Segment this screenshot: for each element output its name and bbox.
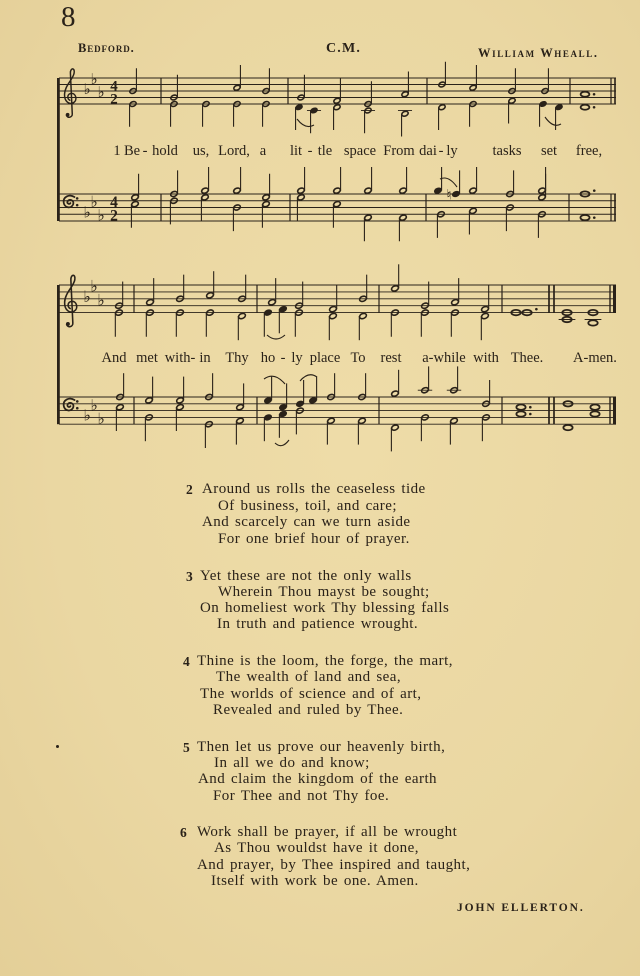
note bbox=[481, 312, 489, 340]
note bbox=[145, 377, 153, 404]
time-signature-top: 4 bbox=[110, 78, 118, 95]
note bbox=[421, 282, 429, 310]
double-barline bbox=[553, 285, 555, 313]
music-system-2 bbox=[57, 264, 617, 451]
note bbox=[294, 103, 304, 130]
note bbox=[538, 100, 548, 127]
double-barline bbox=[610, 194, 611, 221]
verse-line: Then let us prove our heavenly birth, bbox=[197, 739, 446, 755]
note bbox=[238, 312, 246, 340]
lyric-syllable: lit bbox=[289, 143, 303, 159]
time-signature-bottom: 2 bbox=[110, 207, 118, 225]
double-barline bbox=[610, 78, 611, 104]
double-barline bbox=[548, 397, 550, 424]
bass-clef-icon bbox=[64, 196, 79, 208]
note bbox=[364, 81, 372, 107]
double-barline bbox=[609, 285, 610, 313]
note bbox=[469, 167, 477, 194]
verse-line: The wealth of land and sea, bbox=[216, 669, 402, 685]
note bbox=[580, 215, 595, 220]
slur bbox=[440, 178, 457, 187]
note bbox=[263, 413, 273, 441]
slur bbox=[264, 376, 285, 384]
note bbox=[538, 167, 546, 194]
verse-line: Thine is the loom, the forge, the mart, bbox=[197, 653, 453, 669]
note bbox=[233, 101, 241, 127]
verse-line: Yet these are not the only walls bbox=[200, 568, 412, 584]
treble-clef-icon bbox=[65, 69, 76, 117]
lyrics-line-2 bbox=[102, 350, 617, 366]
lyric-syllable: ly bbox=[446, 143, 458, 159]
note bbox=[554, 103, 564, 130]
note bbox=[541, 68, 549, 94]
double-barline bbox=[548, 285, 550, 313]
lyric-syllable: space bbox=[343, 143, 377, 159]
verse-line: In all we do and know; bbox=[214, 755, 370, 771]
verse-line: The worlds of science and of art, bbox=[200, 686, 422, 702]
lyric-syllable: Be bbox=[123, 143, 141, 159]
note bbox=[170, 101, 178, 127]
note bbox=[398, 110, 412, 136]
treble-clef-icon bbox=[65, 275, 77, 326]
lyric-syllable: in bbox=[199, 350, 211, 366]
note bbox=[516, 405, 531, 410]
note bbox=[516, 411, 531, 416]
natural-sign-icon: ♮ bbox=[446, 187, 452, 204]
note bbox=[262, 68, 270, 94]
note bbox=[590, 411, 599, 416]
lyric-syllable: - bbox=[438, 143, 444, 159]
lyric-syllable: Thy bbox=[225, 350, 249, 366]
double-barline bbox=[553, 397, 555, 424]
note bbox=[262, 101, 270, 127]
verse-line: Around us rolls the ceaseless tide bbox=[202, 481, 426, 497]
verse-line: In truth and patience wrought. bbox=[217, 616, 419, 632]
verse-number: 4 bbox=[183, 654, 190, 669]
note bbox=[263, 308, 273, 337]
note bbox=[450, 417, 458, 444]
note bbox=[469, 101, 477, 127]
scan-speck bbox=[56, 745, 59, 748]
note bbox=[391, 264, 399, 292]
lyrics-line-1 bbox=[113, 143, 602, 159]
lyric-syllable: To bbox=[350, 350, 366, 366]
lyric-syllable: - bbox=[280, 350, 286, 366]
double-barline bbox=[613, 285, 616, 313]
note bbox=[333, 167, 341, 194]
note bbox=[358, 417, 366, 444]
slur bbox=[275, 440, 289, 446]
verse-line: Revealed and ruled by Thee. bbox=[213, 702, 404, 718]
verse-line: On homeliest work Thy blessing falls bbox=[200, 600, 450, 616]
slur bbox=[545, 117, 561, 125]
verse-line: Work shall be prayer, if all be wrought bbox=[197, 824, 458, 840]
note bbox=[278, 410, 288, 438]
flat-icon: ♭ bbox=[97, 408, 105, 428]
note bbox=[327, 417, 335, 444]
verse-number: 3 bbox=[186, 569, 193, 584]
note bbox=[233, 167, 241, 194]
verse-line: And prayer, by Thee inspired and taught, bbox=[197, 857, 471, 873]
lyric-syllable: From bbox=[383, 143, 415, 159]
note bbox=[176, 377, 184, 404]
note bbox=[327, 373, 335, 400]
verse-line: For one brief hour of prayer. bbox=[218, 531, 410, 547]
note bbox=[506, 170, 514, 197]
verse-line: And claim the kingdom of the earth bbox=[198, 771, 438, 787]
flat-icon: ♭ bbox=[90, 70, 98, 89]
note bbox=[359, 312, 367, 340]
lyric-syllable: 1 bbox=[113, 143, 121, 159]
lyric-syllable: a bbox=[259, 143, 267, 159]
slur bbox=[300, 375, 317, 381]
note bbox=[131, 174, 139, 201]
note bbox=[206, 309, 214, 337]
verse-number: 6 bbox=[180, 825, 187, 840]
note bbox=[451, 170, 461, 198]
lyric-syllable: place bbox=[309, 350, 341, 366]
note bbox=[508, 97, 516, 123]
note bbox=[205, 421, 213, 448]
bass-staff bbox=[59, 366, 616, 451]
note bbox=[263, 377, 273, 405]
note bbox=[364, 167, 372, 194]
lyric-syllable: Lord, bbox=[218, 143, 250, 159]
bass-staff bbox=[59, 167, 616, 241]
note bbox=[451, 309, 459, 337]
lyric-syllable: Thee. bbox=[510, 350, 544, 366]
flat-icon: ♭ bbox=[90, 193, 98, 212]
treble-staff bbox=[59, 264, 616, 340]
music-score bbox=[0, 0, 640, 470]
note bbox=[201, 167, 209, 194]
lyric-syllable: met bbox=[136, 350, 158, 366]
note bbox=[176, 309, 184, 337]
note bbox=[585, 320, 602, 326]
verse-number: 2 bbox=[186, 482, 193, 497]
lyric-syllable: tasks bbox=[492, 143, 522, 159]
note bbox=[295, 309, 303, 337]
note bbox=[421, 309, 429, 337]
note bbox=[297, 167, 305, 194]
note bbox=[522, 308, 537, 315]
double-barline bbox=[614, 194, 616, 221]
double-barline bbox=[609, 397, 610, 424]
note bbox=[176, 275, 184, 303]
note bbox=[391, 424, 399, 451]
note bbox=[399, 214, 407, 241]
lyric-syllable: - bbox=[307, 143, 313, 159]
lyric-syllable: And bbox=[101, 350, 127, 366]
verse-line: Of business, toil, and care; bbox=[218, 498, 397, 514]
verse-line: Itself with work be one. Amen. bbox=[211, 873, 419, 889]
note bbox=[116, 373, 124, 400]
tune-name: Bedford. bbox=[78, 41, 135, 55]
note bbox=[482, 380, 490, 407]
lyric-syllable: free, bbox=[575, 143, 603, 159]
note bbox=[297, 75, 305, 101]
music-system-1 bbox=[57, 62, 616, 242]
note bbox=[482, 414, 490, 441]
note bbox=[508, 68, 516, 94]
lyric-syllable: dai bbox=[419, 143, 437, 159]
note bbox=[580, 189, 595, 196]
verse-line: Wherein Thou mayst be sought; bbox=[218, 584, 430, 600]
note bbox=[278, 383, 288, 411]
note bbox=[438, 104, 446, 130]
lyric-syllable: rest bbox=[380, 350, 402, 366]
note bbox=[146, 309, 154, 337]
lyric-syllable: with- bbox=[164, 350, 196, 366]
note bbox=[295, 380, 305, 408]
time-signature-top: 4 bbox=[110, 194, 118, 211]
lyric-syllable: us, bbox=[192, 143, 210, 159]
lyric-syllable: hold bbox=[152, 143, 178, 159]
treble-staff bbox=[59, 62, 616, 137]
slur bbox=[267, 335, 285, 339]
flat-icon: ♭ bbox=[83, 79, 91, 98]
note bbox=[433, 167, 443, 195]
verse-line: For Thee and not Thy foe. bbox=[213, 788, 390, 804]
lyric-syllable: set bbox=[540, 143, 558, 159]
note bbox=[391, 370, 399, 397]
hymn-meter: C.M. bbox=[326, 41, 362, 56]
system-bracket-line bbox=[57, 78, 60, 221]
lyric-syllable: a-while bbox=[422, 350, 466, 366]
note bbox=[538, 211, 546, 238]
note bbox=[581, 105, 596, 110]
note bbox=[145, 414, 153, 441]
note bbox=[563, 425, 572, 430]
lyric-syllable: tle bbox=[317, 143, 333, 159]
verse-number: 5 bbox=[183, 740, 190, 755]
note bbox=[129, 68, 137, 94]
flat-icon: ♭ bbox=[97, 83, 105, 102]
note bbox=[590, 405, 599, 410]
flat-icon: ♭ bbox=[90, 395, 98, 415]
lyric-syllable: ly bbox=[291, 350, 303, 366]
flat-icon: ♭ bbox=[90, 276, 98, 296]
note bbox=[296, 407, 304, 434]
note bbox=[359, 275, 367, 303]
note bbox=[205, 373, 213, 400]
note bbox=[170, 75, 178, 101]
time-signature-bottom: 2 bbox=[110, 91, 118, 108]
note bbox=[329, 312, 337, 340]
note bbox=[307, 106, 321, 133]
flat-icon: ♭ bbox=[83, 405, 91, 425]
hymn-author: JOHN ELLERTON. bbox=[457, 902, 585, 914]
verse-line: And scarcely can we turn aside bbox=[202, 514, 411, 530]
note bbox=[447, 366, 461, 393]
lyric-syllable: with bbox=[473, 350, 499, 366]
note bbox=[238, 275, 246, 303]
flat-icon: ♭ bbox=[97, 290, 105, 310]
note bbox=[308, 377, 318, 405]
note bbox=[581, 92, 596, 97]
flat-icon: ♭ bbox=[83, 286, 91, 306]
flat-icon: ♭ bbox=[97, 206, 105, 225]
note bbox=[391, 309, 399, 337]
note bbox=[333, 104, 341, 130]
double-barline bbox=[613, 397, 616, 424]
note bbox=[361, 107, 375, 133]
composer-name: William Wheall. bbox=[478, 46, 599, 60]
note bbox=[278, 305, 288, 334]
note bbox=[262, 174, 270, 201]
note bbox=[295, 282, 303, 310]
note bbox=[559, 317, 576, 322]
note bbox=[236, 417, 244, 444]
lyric-syllable: ho bbox=[260, 350, 276, 366]
bass-clef-icon bbox=[64, 399, 79, 411]
note bbox=[115, 309, 123, 337]
note bbox=[233, 204, 241, 231]
lyric-syllable: A-men. bbox=[573, 350, 617, 366]
note bbox=[437, 211, 445, 238]
note bbox=[506, 204, 514, 231]
note bbox=[399, 167, 407, 194]
note bbox=[418, 366, 432, 393]
note bbox=[364, 214, 372, 241]
page-number: 8 bbox=[61, 1, 76, 33]
note bbox=[129, 101, 137, 127]
note bbox=[115, 282, 123, 310]
lyric-syllable: - bbox=[142, 143, 148, 159]
note bbox=[170, 170, 178, 197]
note bbox=[358, 373, 366, 400]
verse-line: As Thou wouldst have it done, bbox=[214, 840, 419, 856]
note bbox=[170, 197, 178, 224]
note bbox=[202, 101, 210, 127]
flat-icon: ♭ bbox=[83, 203, 91, 222]
slur bbox=[297, 119, 314, 127]
note bbox=[421, 414, 429, 441]
note bbox=[438, 62, 446, 88]
double-barline bbox=[614, 78, 616, 104]
